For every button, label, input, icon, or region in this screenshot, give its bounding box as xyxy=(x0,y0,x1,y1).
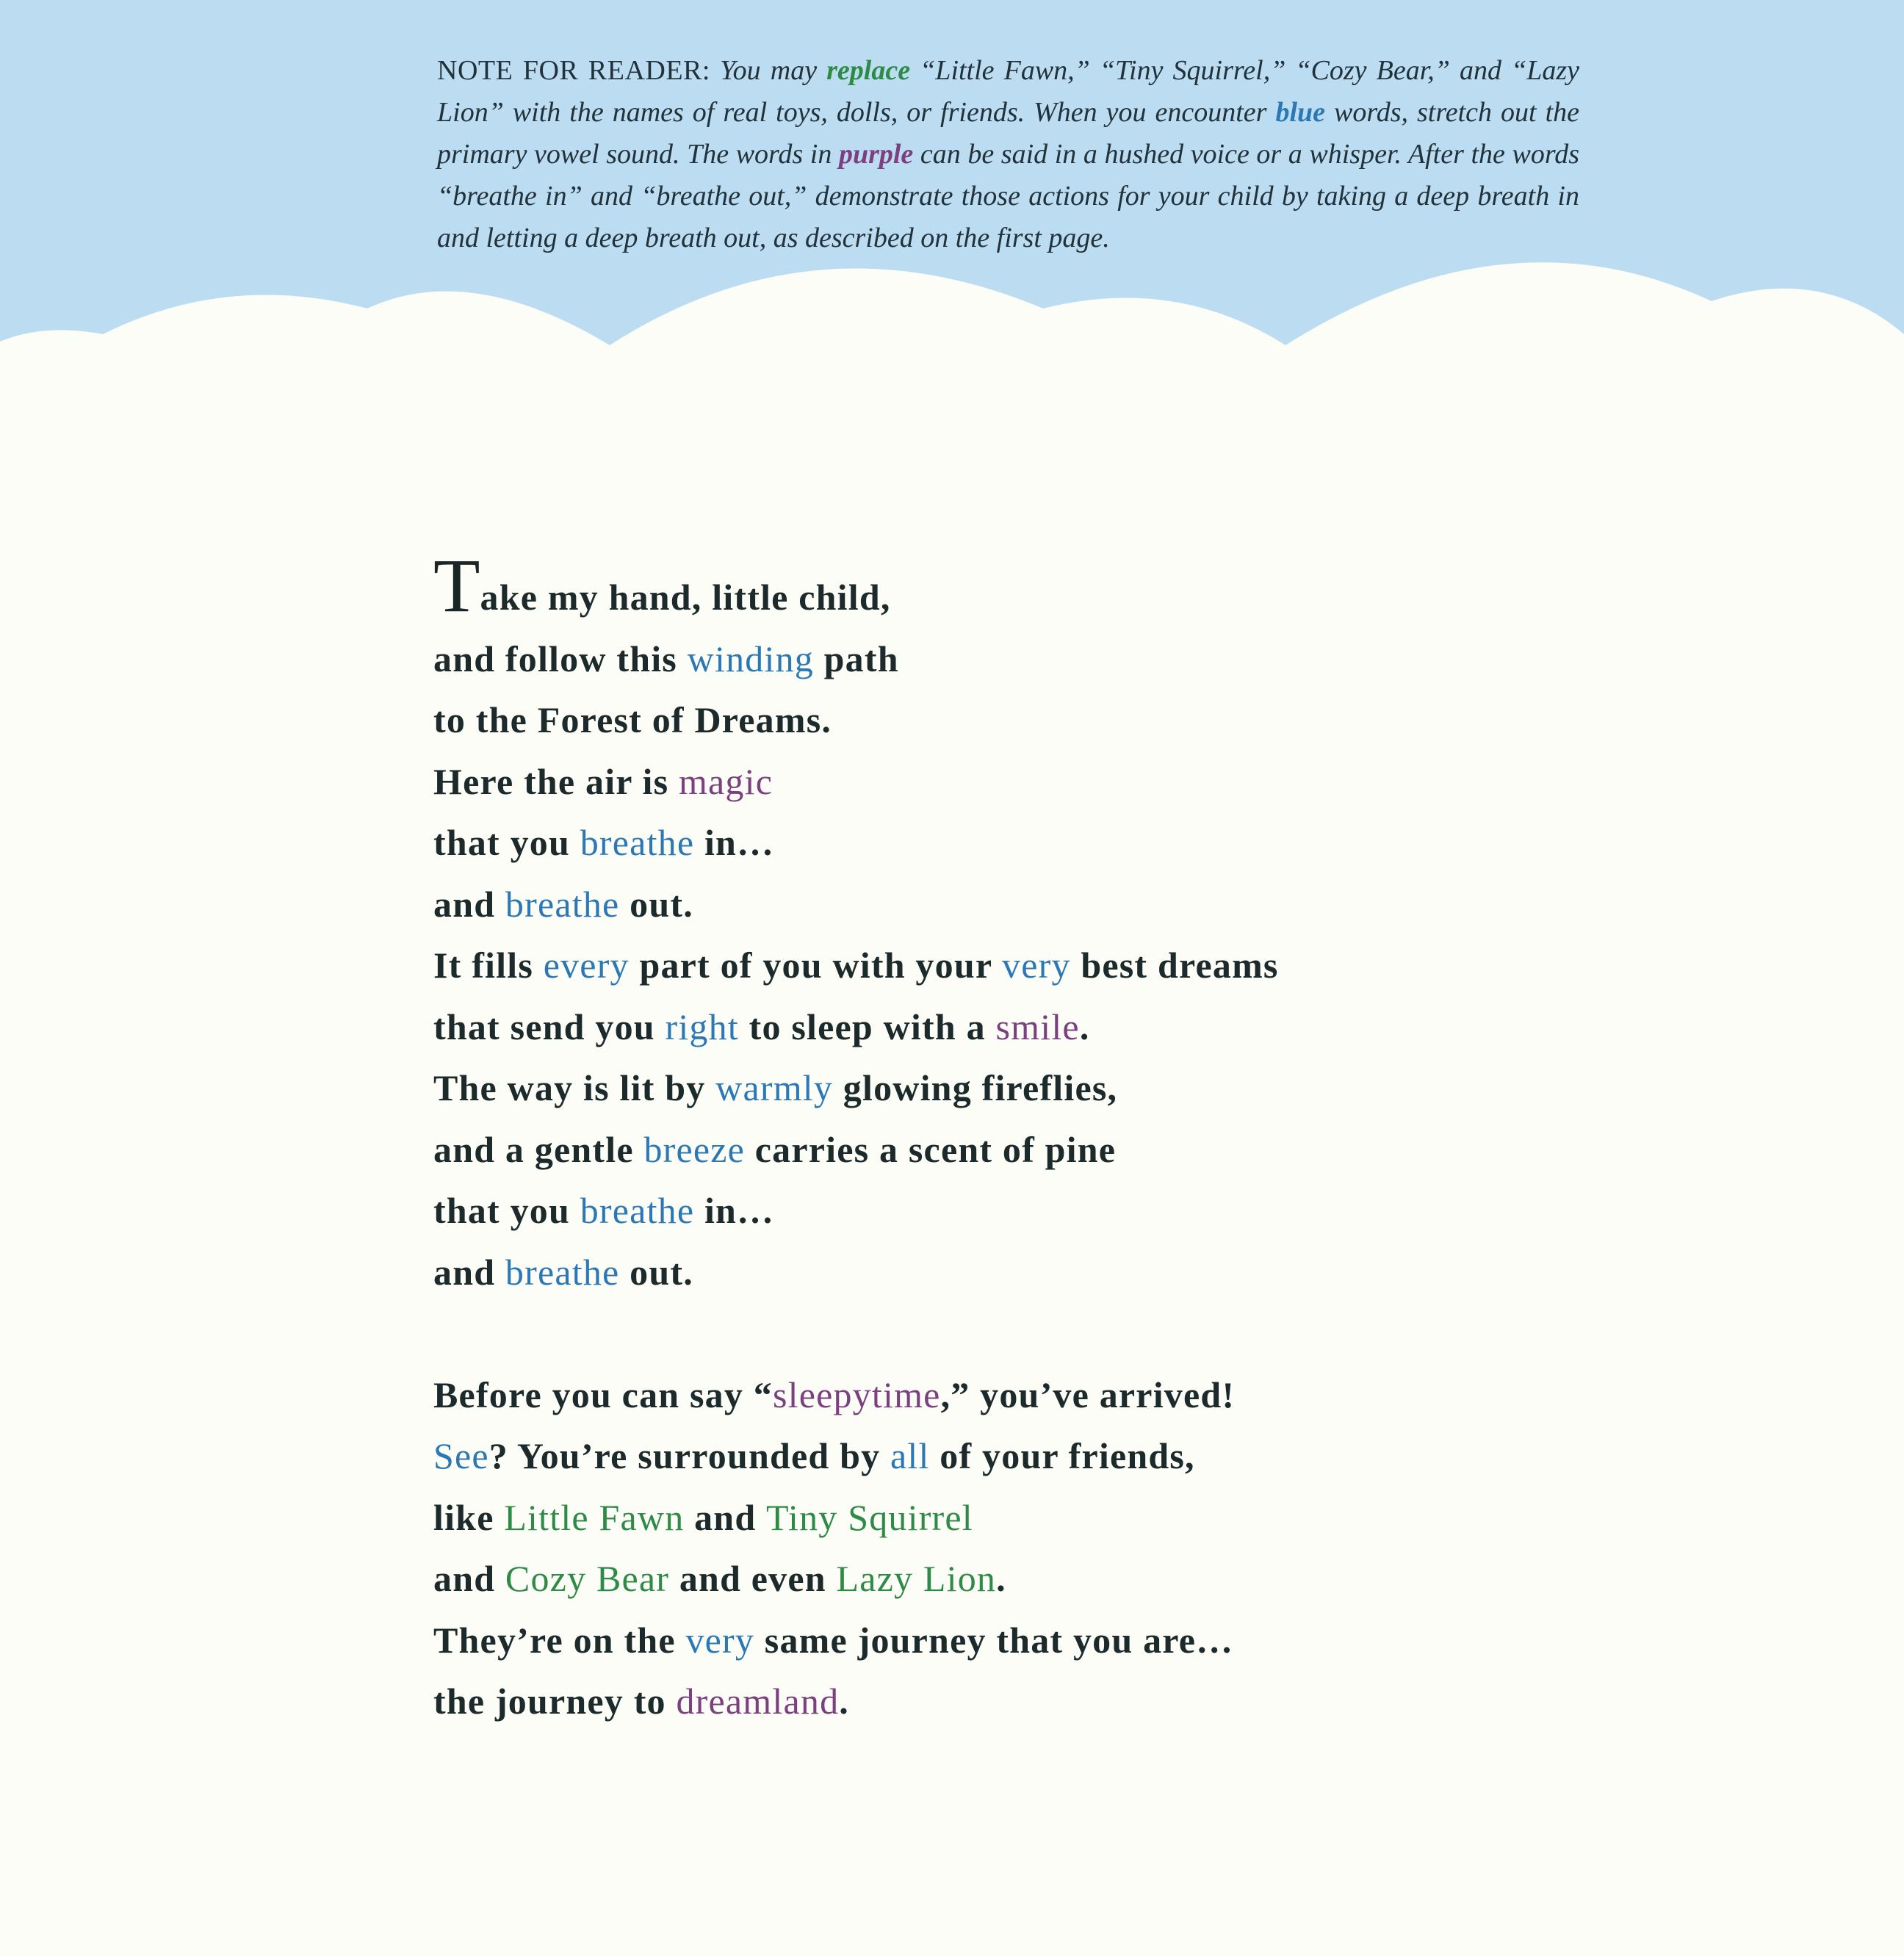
text-segment: and xyxy=(684,1496,767,1538)
green-name-word: Tiny Squirrel xyxy=(766,1496,973,1538)
text-segment: and even xyxy=(669,1558,837,1599)
purple-whisper-word: smile xyxy=(995,1006,1080,1047)
text-segment: in… xyxy=(694,822,775,863)
text-segment: out. xyxy=(619,1251,693,1293)
blue-stretch-word: winding xyxy=(687,638,814,679)
text-segment: and xyxy=(433,883,505,925)
text-segment: part of you with your xyxy=(629,945,1003,986)
text-segment: to the Forest of Dreams. xyxy=(433,699,832,740)
text-segment: glowing fireflies, xyxy=(833,1067,1118,1108)
text-segment: ,” you’ve arrived! xyxy=(940,1374,1236,1415)
blue-stretch-word: warmly xyxy=(715,1067,834,1108)
note-for-reader xyxy=(437,50,1579,259)
blue-stretch-word: blue xyxy=(1275,97,1325,128)
poem-line xyxy=(433,751,1521,813)
blue-stretch-word: breathe xyxy=(580,822,695,863)
blue-stretch-word: breathe xyxy=(505,1251,620,1293)
text-segment: ake my hand, little child, xyxy=(480,577,891,618)
poem-line xyxy=(433,629,1521,690)
blue-stretch-word: See xyxy=(433,1435,489,1476)
text-segment: of your friends, xyxy=(929,1435,1195,1476)
text-segment: and xyxy=(433,1251,505,1293)
text-segment: It fills xyxy=(433,945,544,986)
blue-stretch-word: breathe xyxy=(505,883,620,925)
purple-whisper-word: magic xyxy=(678,760,774,802)
text-segment: The way is lit by xyxy=(433,1067,716,1108)
blue-stretch-word: all xyxy=(890,1435,930,1476)
green-name-word: replace xyxy=(826,55,911,86)
text-segment: can be said in a hushed voice or a whisper. After the words “breathe in” and “breathe out,” demonstrate those actions for your child by taking a deep breath in and letting a deep breath out, as described on the first page. xyxy=(437,139,1580,253)
text-segment: in… xyxy=(694,1190,775,1231)
text-segment: best dreams xyxy=(1070,945,1279,986)
blue-stretch-word: breathe xyxy=(580,1190,695,1231)
green-name-word: Cozy Bear xyxy=(505,1558,670,1599)
text-segment: and a gentle xyxy=(433,1128,644,1170)
text-segment: ? You’re surrounded by xyxy=(488,1435,891,1476)
poem-line xyxy=(433,997,1521,1058)
purple-whisper-word: dreamland xyxy=(676,1681,840,1722)
text-segment: . xyxy=(839,1681,849,1722)
drop-cap: T xyxy=(433,544,480,628)
poem-line xyxy=(433,1487,1521,1549)
poem-line xyxy=(433,874,1521,936)
text-segment: They’re on the xyxy=(433,1619,686,1661)
poem-line xyxy=(433,1426,1521,1487)
text-segment: Here the air is xyxy=(433,760,679,802)
poem-line xyxy=(433,690,1521,751)
poem-line xyxy=(433,1058,1521,1119)
text-segment: words, stretch out the primary vowel sound. The words in xyxy=(437,97,1579,170)
poem-line xyxy=(433,1671,1521,1733)
text-segment: . xyxy=(996,1558,1006,1599)
text-segment: and follow this xyxy=(433,638,688,679)
stanza-break xyxy=(433,1303,1521,1365)
poem-line xyxy=(433,1610,1521,1672)
text-segment: carries a scent of pine xyxy=(745,1128,1117,1170)
poem-line xyxy=(433,935,1521,997)
text-segment: that you xyxy=(433,822,580,863)
text-segment: out. xyxy=(619,883,693,925)
text-segment: like xyxy=(433,1496,505,1538)
blue-stretch-word: breeze xyxy=(643,1128,746,1170)
text-segment: Before you can say “ xyxy=(433,1374,773,1415)
poem-line xyxy=(433,1365,1521,1426)
green-name-word: Lazy Lion xyxy=(836,1558,997,1599)
text-segment: the journey to xyxy=(433,1681,677,1722)
poem-line xyxy=(433,544,1521,629)
green-name-word: Little Fawn xyxy=(504,1496,685,1538)
text-segment: to sleep with a xyxy=(738,1006,996,1047)
note-label: NOTE FOR READER: xyxy=(437,55,710,86)
text-segment: “Little Fawn,” “Tiny Squirrel,” “Cozy Bear,” and “Lazy Lion” with the names of real toys, dolls, or friends. When you encounter xyxy=(437,55,1579,128)
text-segment: . xyxy=(1079,1006,1090,1047)
text-segment: that you xyxy=(433,1190,580,1231)
blue-stretch-word: right xyxy=(665,1006,739,1047)
text-segment: same journey that you are… xyxy=(754,1619,1234,1661)
blue-stretch-word: every xyxy=(543,945,630,986)
text-segment: path xyxy=(813,638,899,679)
poem-line xyxy=(433,1180,1521,1242)
poem-line xyxy=(433,1548,1521,1610)
blue-stretch-word: very xyxy=(1002,945,1071,986)
blue-stretch-word: very xyxy=(685,1619,755,1661)
poem-line xyxy=(433,812,1521,874)
text-segment: and xyxy=(433,1558,505,1599)
poem-line xyxy=(433,1242,1521,1304)
text-segment: You may xyxy=(710,55,827,86)
poem-line xyxy=(433,1119,1521,1181)
poem-text xyxy=(433,544,1521,1733)
text-segment: that send you xyxy=(433,1006,666,1047)
purple-whisper-word: purple xyxy=(838,139,914,170)
purple-whisper-word: sleepytime xyxy=(772,1374,941,1415)
